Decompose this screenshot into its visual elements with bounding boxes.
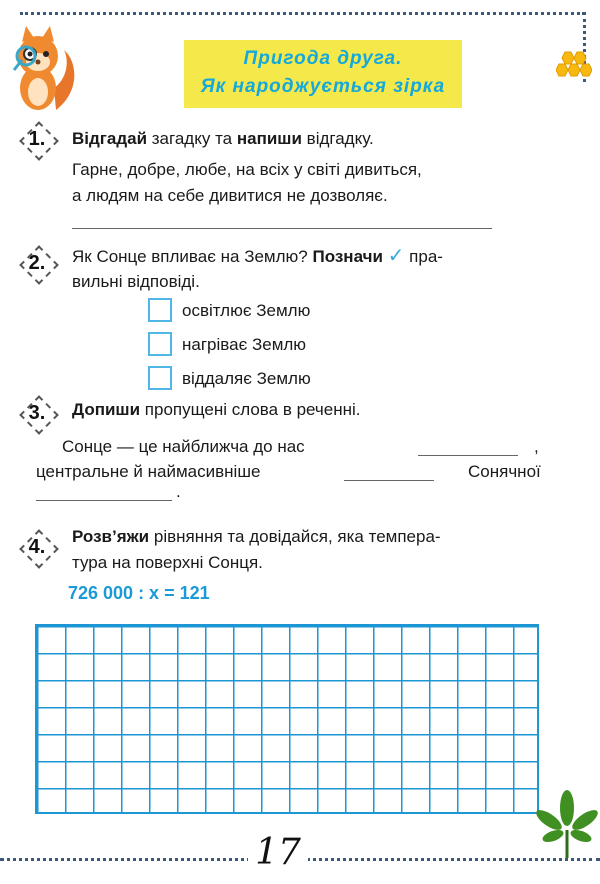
task4-instruction-line2: тура на поверхні Сонця.	[72, 553, 263, 572]
checkbox-option-3[interactable]	[148, 366, 172, 390]
top-dotted-border	[20, 12, 585, 15]
task3-blank-2[interactable]	[344, 480, 434, 481]
checkbox-option-1[interactable]	[148, 298, 172, 322]
task-number-4: 4.	[20, 532, 50, 562]
task4-instruction: Розв’яжи рівняння та довідайся, яка темпера-	[72, 527, 441, 546]
option-label-3: віддаляє Землю	[182, 369, 311, 388]
task1-riddle-line2: а людям на себе дивитися не дозволяє.	[72, 186, 388, 205]
option-label-2: нагріває Землю	[182, 335, 307, 354]
honeycomb-icon	[556, 50, 592, 85]
squirrel-mascot-icon	[8, 22, 78, 119]
task3-blank-3[interactable]	[36, 500, 172, 501]
task1-instruction: Відгадай загадку та напиши відгадку.	[72, 129, 374, 148]
task1-riddle-line1: Гарне, добре, любе, на всіх у світі дивиться,	[72, 160, 422, 179]
task3-period: .	[176, 482, 181, 501]
task3-blank-1[interactable]	[418, 455, 518, 456]
task3-sentence-part2: центральне й наймасивніше	[36, 462, 261, 481]
page-number: 17	[248, 832, 308, 880]
checkbox-option-2[interactable]	[148, 332, 172, 356]
page-title-banner	[184, 40, 462, 108]
task-number-3: 3.	[20, 398, 50, 428]
chestnut-leaf-icon	[535, 790, 600, 865]
task2-question: Як Сонце впливає на Землю? Позначи ✓ пра-	[72, 245, 443, 267]
option-label-1: освітлює Землю	[182, 301, 311, 320]
task4-equation: 726 000 : x = 121	[68, 583, 210, 603]
page-title-line2: Як народжується зірка	[200, 76, 446, 97]
task3-comma: ,	[534, 437, 539, 456]
solution-grid[interactable]	[35, 624, 539, 814]
page-title-line1: Пригода друга.	[243, 48, 403, 69]
task-number-1: 1.	[20, 124, 50, 154]
task2-question-line2: вильні відповіді.	[72, 272, 200, 291]
checkmark-icon: ✓	[387, 245, 405, 267]
task3-instruction: Допиши пропущені слова в реченні.	[72, 400, 361, 419]
task3-sentence-part3: Сонячної	[468, 462, 541, 481]
task3-sentence-part1: Сонце — це найближча до нас	[62, 437, 305, 456]
task-number-2: 2.	[20, 248, 50, 278]
task1-answer-line[interactable]	[72, 228, 492, 229]
